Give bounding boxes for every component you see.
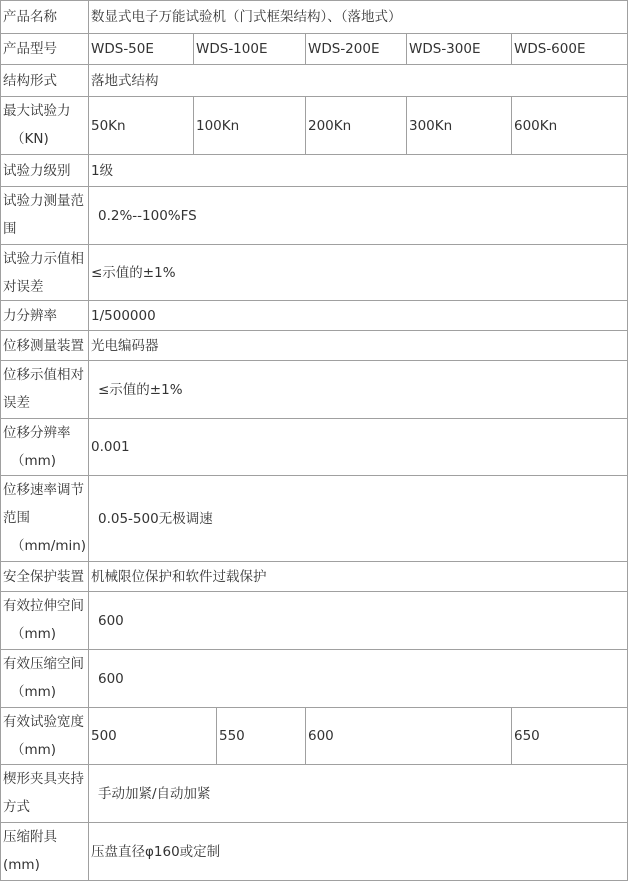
value-disp-resolution: 0.001: [88, 418, 628, 476]
label-tension-space: [0, 591, 89, 650]
label-line: 压缩附具: [3, 829, 57, 845]
label-line: 楔形夹具夹持: [3, 771, 84, 787]
label-force-resolution: [0, 300, 89, 331]
label-line: 有效拉伸空间: [3, 598, 84, 614]
label-max-force: [0, 96, 89, 155]
value-test-width-4: 650: [511, 707, 628, 765]
value-speed-range: 0.05-500无极调速: [88, 475, 628, 562]
value-disp-error: ≤示值的±1%: [88, 360, 628, 419]
label-text: 力分辨率: [3, 307, 57, 324]
value-compress-space: 600: [88, 649, 628, 708]
label-compress-space: [0, 649, 89, 708]
label-safety: [0, 561, 89, 592]
label-disp-resolution: [0, 418, 89, 476]
label-line: 试验力示值相: [3, 251, 84, 267]
label-force-range: [0, 186, 89, 245]
value-max-force-2: 100Kn: [193, 96, 306, 155]
label-speed-range: [0, 475, 89, 562]
value-max-force-1: 50Kn: [88, 96, 194, 155]
label-line: 范围: [3, 510, 30, 526]
value-model-3: WDS-200E: [305, 33, 407, 65]
label-force-grade: [0, 154, 89, 187]
label-line: （mm): [11, 626, 57, 642]
label-model: [0, 33, 89, 65]
label-disp-device: [0, 330, 89, 361]
label-text: 安全保护装置: [3, 568, 84, 585]
label-line: 有效试验宽度: [3, 714, 84, 730]
label-line: 方式: [3, 799, 30, 815]
label-line: 有效压缩空间: [3, 656, 84, 672]
label-product-name: [0, 0, 89, 34]
value-max-force-3: 200Kn: [305, 96, 407, 155]
label-line: （mm): [11, 684, 57, 700]
label-structure: [0, 64, 89, 97]
label-line: 对误差: [3, 279, 44, 295]
label-text: 结构形式: [3, 72, 57, 89]
value-model-2: WDS-100E: [193, 33, 306, 65]
label-line: （mm/min): [11, 538, 87, 554]
label-line: (mm): [3, 857, 40, 873]
value-tension-space: 600: [88, 591, 628, 650]
value-model-5: WDS-600E: [511, 33, 628, 65]
label-line: 误差: [3, 395, 30, 411]
value-model-4: WDS-300E: [406, 33, 512, 65]
value-force-resolution: 1/500000: [88, 300, 628, 331]
label-wedge-clamp: [0, 764, 89, 823]
value-force-grade: 1级: [88, 154, 628, 187]
label-force-error: [0, 244, 89, 301]
label-line: 位移速率调节: [3, 482, 84, 498]
value-max-force-4: 300Kn: [406, 96, 512, 155]
label-text: 位移测量装置: [3, 337, 84, 354]
value-test-width-3: 600: [305, 707, 512, 765]
label-line: 位移分辨率: [3, 425, 71, 441]
value-compress-fixture: 压盘直径φ160或定制: [88, 822, 628, 881]
label-line: （mm): [11, 742, 57, 758]
label-compress-fixture: [0, 822, 89, 881]
value-force-range: 0.2%--100%FS: [88, 186, 628, 245]
value-test-width-1: 500: [88, 707, 217, 765]
value-safety: 机械限位保护和软件过载保护: [88, 561, 628, 592]
value-force-error: ≤示值的±1%: [88, 244, 628, 301]
label-line: （KN): [11, 131, 49, 147]
value-model-1: WDS-50E: [88, 33, 194, 65]
label-line: 位移示值相对: [3, 367, 84, 383]
label-line: 试验力测量范: [3, 193, 84, 209]
label-text: 试验力级别: [3, 162, 71, 179]
value-max-force-5: 600Kn: [511, 96, 628, 155]
label-disp-error: [0, 360, 89, 419]
value-product-name: 数显式电子万能试验机（门式框架结构）、（落地式）: [88, 0, 628, 34]
label-test-width: [0, 707, 89, 765]
label-line: （mm): [11, 453, 57, 469]
label-line: 围: [3, 221, 17, 237]
value-test-width-2: 550: [216, 707, 306, 765]
value-structure: 落地式结构: [88, 64, 628, 97]
label-text: 产品型号: [3, 41, 57, 57]
label-line: 最大试验力: [3, 103, 71, 119]
value-disp-device: 光电编码器: [88, 330, 628, 361]
label-text: 产品名称: [3, 9, 57, 25]
value-wedge-clamp: 手动加紧/自动加紧: [88, 764, 628, 823]
